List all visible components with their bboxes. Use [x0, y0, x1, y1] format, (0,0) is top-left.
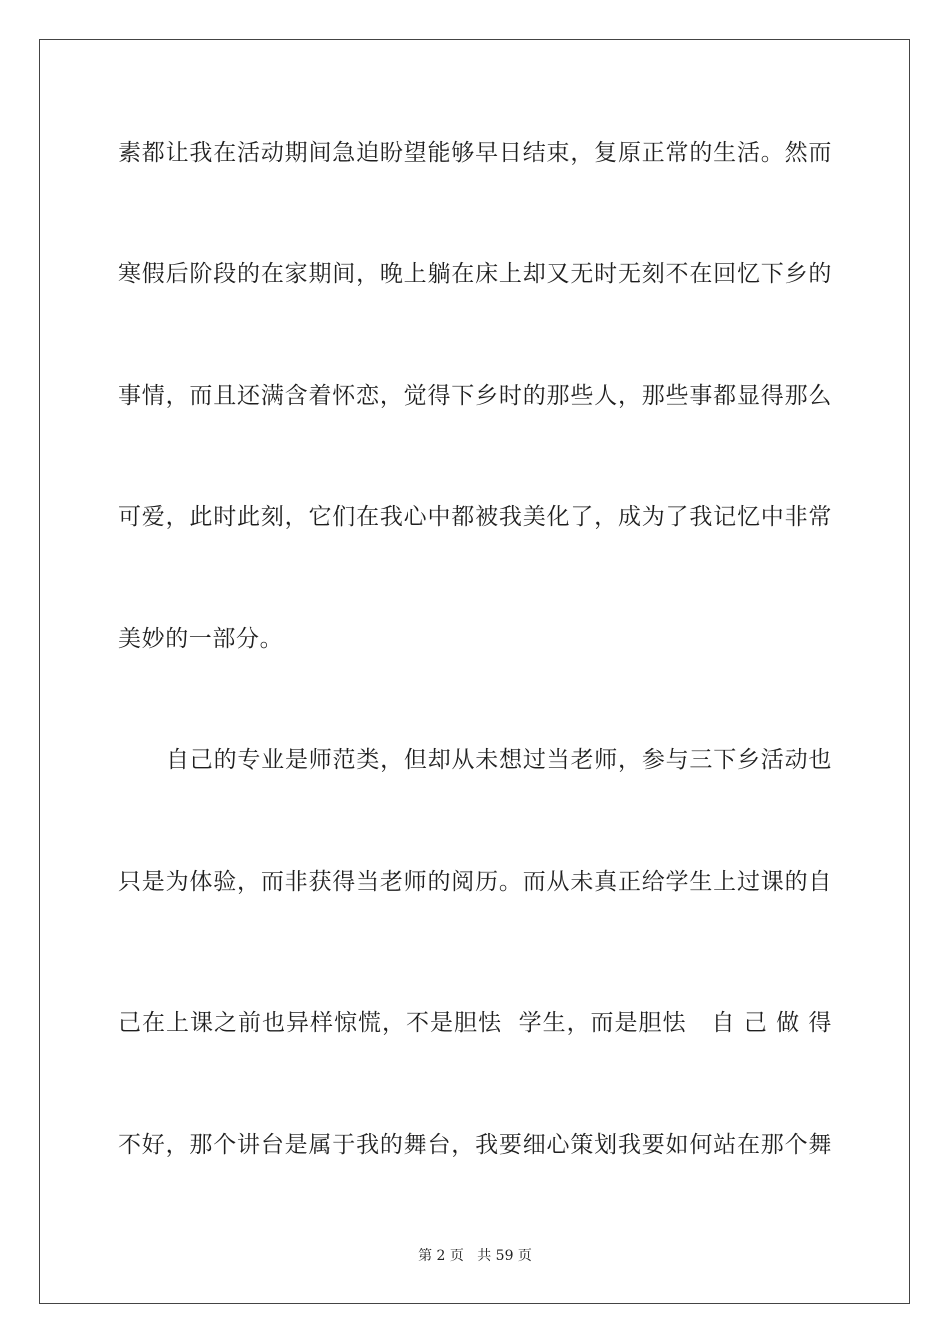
- paragraph-line: 自己的专业是师范类，但却从未想过当老师，参与三下乡活动也: [166, 747, 832, 773]
- page-border: [39, 39, 910, 1304]
- paragraph-line: 可爱，此时此刻，它们在我心中都被我美化了，成为了我记忆中非常: [118, 504, 832, 530]
- paragraph-line: 不好，那个讲台是属于我的舞台，我要细心策划我要如何站在那个舞: [118, 1132, 832, 1158]
- page-number-text: 第 2 页 共 59 页: [418, 1248, 532, 1264]
- paragraph-line: 寒假后阶段的在家期间，晚上躺在床上却又无时无刻不在回忆下乡的: [118, 261, 832, 287]
- paragraph-line: 素都让我在活动期间急迫盼望能够早日结束，复原正常的生活。然而: [118, 140, 832, 166]
- paragraph-line: 只是为体验，而非获得当老师的阅历。而从未真正给学生上过课的自: [118, 869, 832, 895]
- paragraph-line: 己在上课之前也异样惊慌，不是胆怯 学生，而是胆怯 自 己 做 得: [118, 1010, 832, 1036]
- page-number-footer: [0, 1245, 950, 1265]
- paragraph-line: 美妙的一部分。: [118, 626, 284, 652]
- paragraph-line: 事情，而且还满含着怀恋，觉得下乡时的那些人，那些事都显得那么: [118, 383, 832, 409]
